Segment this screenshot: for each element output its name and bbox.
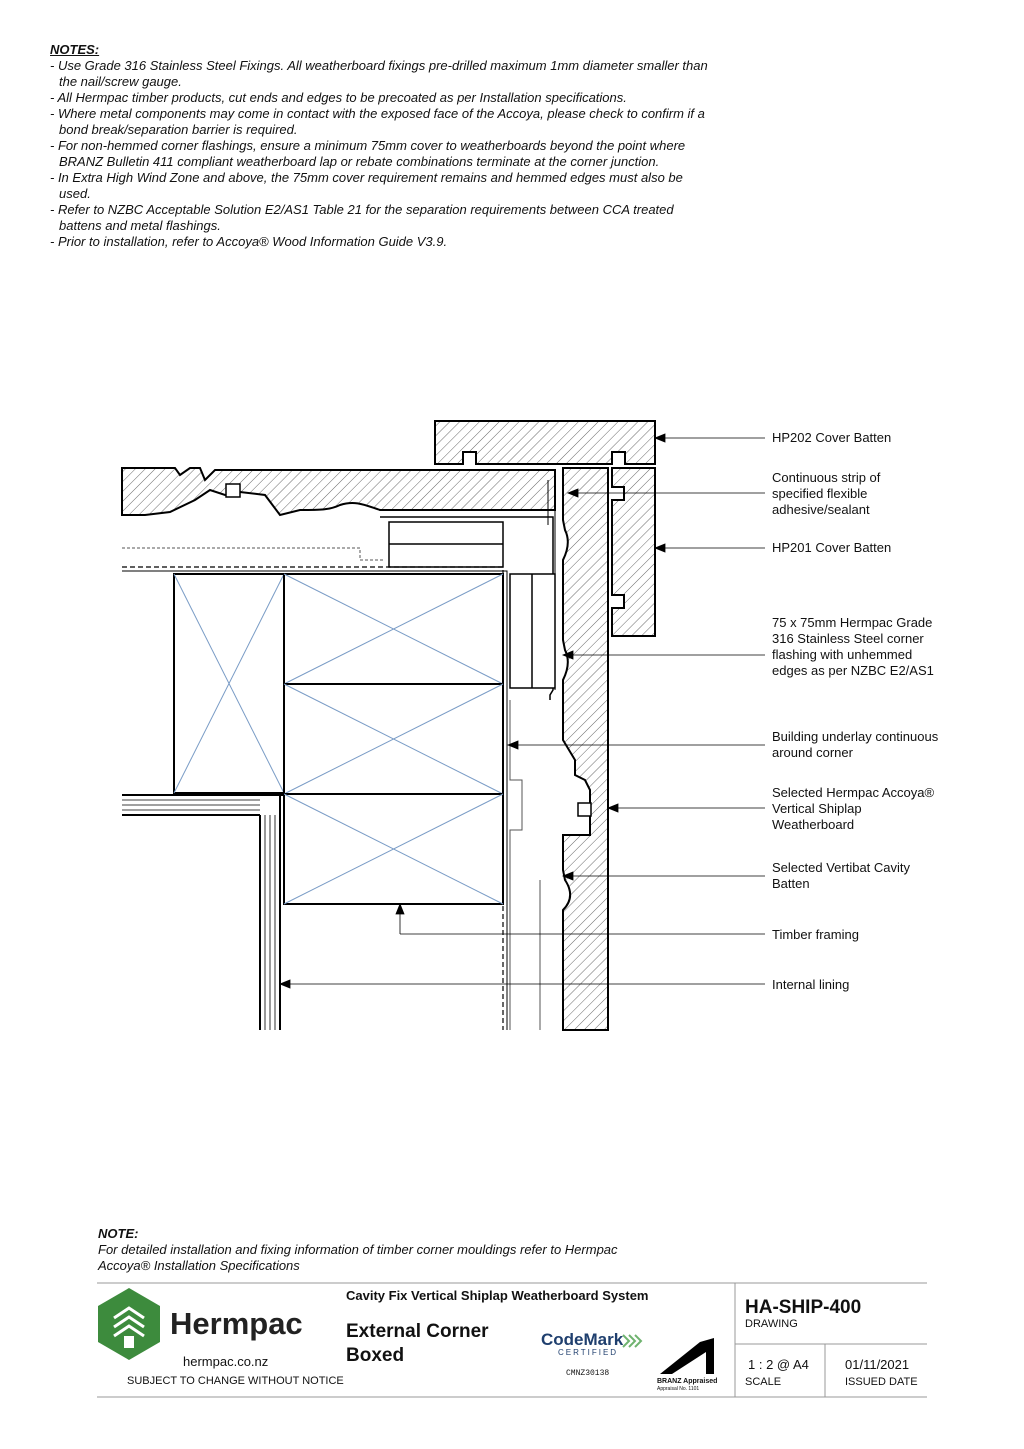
label-underlay: Building underlay continuous around corner [772, 729, 939, 760]
note-item: - Prior to installation, refer to Accoya® Wood Information Guide V3.9. [50, 234, 448, 249]
scale-value: 1 : 2 @ A4 [748, 1357, 809, 1372]
note-item: - Where metal components may come in contact with the exposed face of the Accoya, please check to confirm if a bond break/separation barrier is required. [50, 106, 705, 137]
note-item: - Use Grade 316 Stainless Steel Fixings. All weatherboard fixings pre-drilled maximum 1mm diameter smaller than the nail/screw gauge. [50, 58, 708, 89]
timber-framing [174, 574, 503, 904]
branz-logo-icon [660, 1338, 714, 1374]
drawing-code: HA-SHIP-400 [745, 1297, 862, 1318]
issued-date-label: ISSUED DATE [845, 1376, 918, 1388]
internal-lining [122, 795, 284, 1030]
note-text: For detailed installation and fixing information of timber corner mouldings refer to Hermpac Accoya® Installation Specifications [98, 1242, 618, 1273]
note-item: - In Extra High Wind Zone and above, the 75mm cover requirement remains and hemmed edges must also be used. [50, 170, 683, 201]
label-weatherboard: Selected Hermpac Accoya® Vertical Shiplap Weatherboard [772, 785, 935, 832]
hermpac-logo-icon [98, 1288, 160, 1360]
note-heading: NOTE: [98, 1226, 139, 1241]
codemark-logo: CodeMark [541, 1330, 624, 1349]
branz-number: Appraisal No. 1101 [657, 1386, 700, 1392]
label-lining: Internal lining [772, 977, 850, 992]
vertical-board-tongue [578, 803, 591, 816]
label-hp202: HP202 Cover Batten [772, 430, 892, 445]
label-hp201: HP201 Cover Batten [772, 540, 892, 555]
brand-name: Hermpac [170, 1306, 303, 1341]
label-flashing: 75 x 75mm Hermpac Grade 316 Stainless Steel corner flashing with unhemmed edges as per NZBC E2/AS1 [772, 615, 934, 678]
branz-label: BRANZ Appraised [657, 1378, 718, 1385]
drawing-title: External Corner Boxed [346, 1321, 489, 1366]
horizontal-weatherboard [122, 468, 555, 515]
note-item: - Refer to NZBC Acceptable Solution E2/AS1 Table 21 for the separation requirements between CCA treated battens and metal flashings. [50, 202, 674, 233]
scale-label: SCALE [745, 1376, 782, 1388]
codemark-chevrons-icon [623, 1335, 641, 1347]
notes-heading: NOTES: [50, 42, 100, 57]
disclaimer: SUBJECT TO CHANGE WITHOUT NOTICE [127, 1375, 344, 1387]
hp202-cover-batten [435, 421, 655, 464]
installation-note [98, 1226, 618, 1274]
codemark-number: CMNZ30138 [566, 1369, 610, 1378]
issued-date-value: 01/11/2021 [845, 1357, 910, 1372]
note-item: - For non-hemmed corner flashings, ensure a minimum 75mm cover to weatherboards beyond the point where BRANZ Bulletin 411 compliant weatherboard lap or rebate combinations terminate at the corner junction. [50, 138, 686, 169]
brand-website: hermpac.co.nz [183, 1354, 269, 1369]
weatherboard-tongue [226, 484, 240, 497]
label-cavity-batten: Selected Vertibat Cavity Batten [772, 860, 911, 891]
system-title: Cavity Fix Vertical Shiplap Weatherboard System [346, 1288, 649, 1303]
drawing-label: DRAWING [745, 1318, 798, 1330]
label-sealant: Continuous strip of specified flexible adhesive/sealant [772, 470, 881, 517]
note-item: - All Hermpac timber products, cut ends and edges to be precoated as per Installation specifications. [50, 90, 627, 105]
label-framing: Timber framing [772, 927, 859, 942]
vertical-weatherboard [563, 468, 608, 1030]
codemark-certified: CERTIFIED [558, 1348, 619, 1357]
